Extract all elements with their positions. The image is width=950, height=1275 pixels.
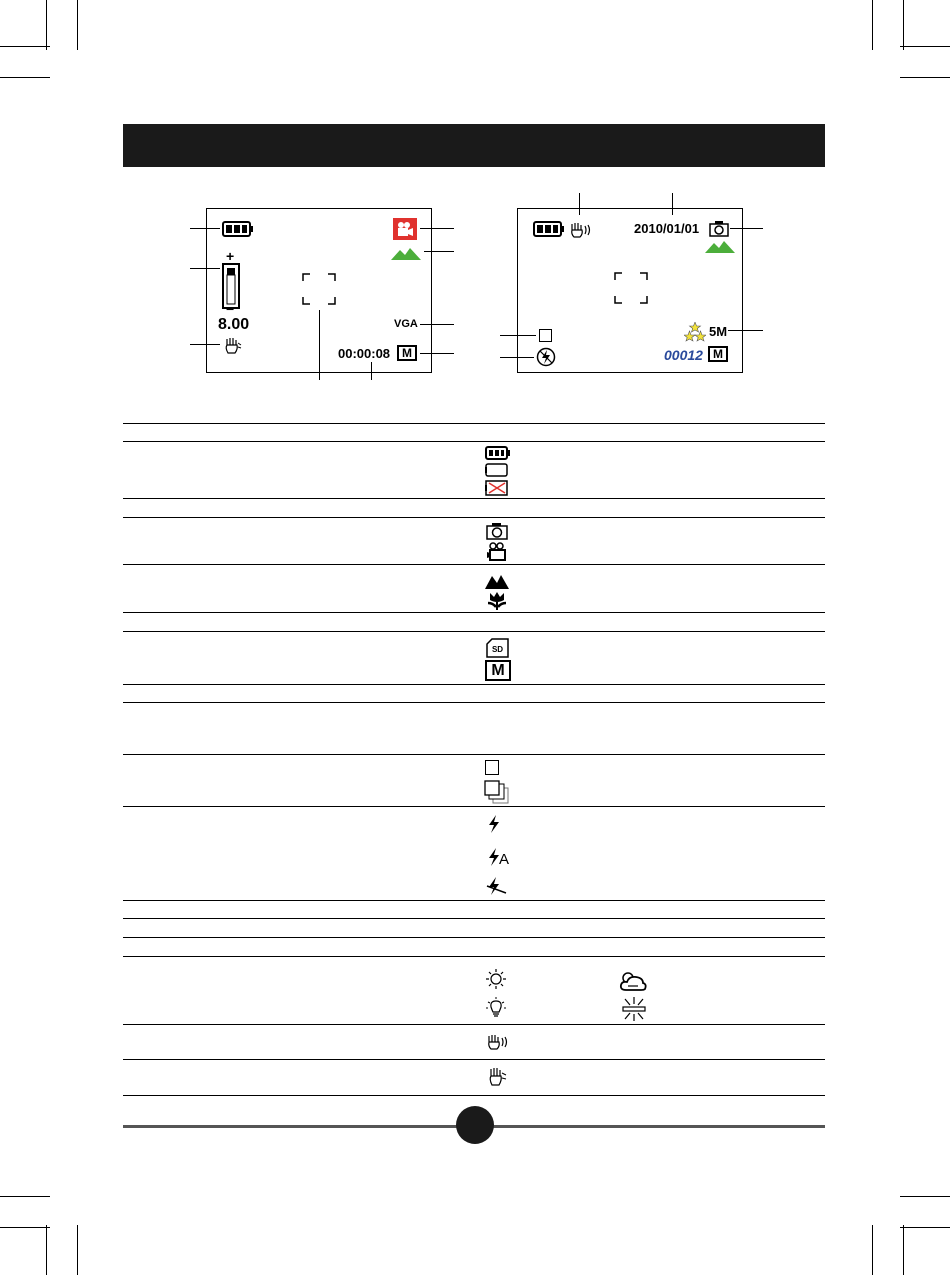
table-rule bbox=[123, 684, 825, 685]
table-rule bbox=[123, 937, 825, 938]
flash-on-icon bbox=[486, 814, 502, 834]
leader-line bbox=[420, 353, 454, 354]
video-timer: 00:00:08 bbox=[338, 346, 391, 361]
crop-mark bbox=[900, 77, 950, 78]
camera-icon bbox=[486, 522, 508, 540]
sd-card-label: SD bbox=[491, 645, 504, 654]
table-rule bbox=[123, 612, 825, 613]
table-rule bbox=[123, 754, 825, 755]
page-number-badge bbox=[456, 1106, 494, 1144]
battery-full-icon bbox=[222, 221, 254, 237]
landscape-icon bbox=[391, 247, 421, 261]
video-camera-icon bbox=[486, 542, 508, 562]
leader-line bbox=[420, 324, 454, 325]
table-rule bbox=[123, 631, 825, 632]
shots-remaining: 00012 bbox=[664, 347, 703, 363]
crop-mark bbox=[872, 1225, 873, 1275]
table-rule bbox=[123, 1095, 825, 1096]
zoom-plus-label: + bbox=[226, 248, 235, 264]
hand-shake-warning-icon bbox=[222, 336, 242, 356]
focus-frame bbox=[614, 272, 648, 304]
leader-line bbox=[420, 228, 454, 229]
crop-mark bbox=[46, 1225, 47, 1275]
video-resolution: VGA bbox=[394, 318, 418, 330]
battery-empty-icon bbox=[485, 463, 511, 477]
crop-mark bbox=[0, 1227, 50, 1228]
landscape-icon bbox=[485, 574, 509, 590]
crop-mark bbox=[900, 46, 950, 47]
focus-frame bbox=[302, 273, 336, 305]
flash-off-icon bbox=[486, 876, 508, 896]
crop-mark bbox=[0, 46, 50, 47]
crop-mark bbox=[46, 0, 47, 50]
leader-line bbox=[730, 228, 763, 229]
leader-line bbox=[424, 251, 454, 252]
table-rule bbox=[123, 423, 825, 424]
internal-memory-icon: M bbox=[485, 660, 511, 681]
zoom-minus-label: − bbox=[226, 301, 235, 317]
crop-mark bbox=[872, 0, 873, 50]
table-rule bbox=[123, 806, 825, 807]
table-rule bbox=[123, 1059, 825, 1060]
table-rule bbox=[123, 498, 825, 499]
leader-line bbox=[371, 362, 372, 380]
single-shot-icon bbox=[485, 760, 499, 775]
section-header-bar bbox=[123, 124, 825, 167]
hand-shake-warning-icon bbox=[486, 1066, 508, 1088]
leader-line bbox=[190, 268, 220, 269]
fluorescent-icon bbox=[621, 996, 647, 1022]
sd-card-icon bbox=[486, 638, 510, 658]
table-rule bbox=[123, 564, 825, 565]
quality-stars-icon bbox=[684, 322, 706, 342]
table-rule bbox=[123, 900, 825, 901]
photo-resolution: 5M bbox=[709, 324, 728, 339]
crop-mark bbox=[0, 1196, 50, 1197]
crop-mark bbox=[900, 1196, 950, 1197]
leader-line bbox=[319, 310, 320, 380]
leader-line bbox=[500, 357, 534, 358]
table-rule bbox=[123, 956, 825, 957]
memory-badge: M bbox=[708, 346, 728, 362]
flash-off-icon bbox=[536, 347, 556, 367]
landscape-icon bbox=[705, 240, 735, 254]
single-shot-icon bbox=[539, 329, 552, 342]
macro-icon bbox=[486, 591, 508, 611]
crop-mark bbox=[903, 0, 904, 50]
battery-exhausted-icon bbox=[485, 480, 511, 496]
table-rule bbox=[123, 441, 825, 442]
battery-full-icon bbox=[485, 446, 511, 460]
anti-shake-icon bbox=[485, 1033, 511, 1051]
table-rule bbox=[123, 1024, 825, 1025]
leader-line bbox=[500, 335, 536, 336]
crop-mark bbox=[900, 1227, 950, 1228]
memory-badge: M bbox=[397, 345, 417, 361]
tungsten-icon bbox=[485, 997, 507, 1021]
cloudy-icon bbox=[618, 970, 648, 992]
photo-date: 2010/01/01 bbox=[634, 221, 700, 236]
table-rule bbox=[123, 918, 825, 919]
sunny-icon bbox=[485, 968, 507, 990]
leader-line bbox=[579, 193, 580, 215]
flash-auto-label: A bbox=[499, 851, 510, 868]
video-camera-icon bbox=[393, 218, 417, 240]
battery-full-icon bbox=[533, 221, 565, 237]
anti-shake-icon bbox=[568, 221, 592, 239]
camera-icon bbox=[709, 220, 729, 237]
crop-mark bbox=[0, 77, 50, 78]
burst-icon bbox=[484, 780, 510, 804]
table-rule bbox=[123, 702, 825, 703]
leader-line bbox=[190, 228, 220, 229]
leader-line bbox=[728, 330, 763, 331]
table-rule bbox=[123, 517, 825, 518]
zoom-value: 8.00 bbox=[218, 316, 250, 333]
crop-mark bbox=[77, 0, 78, 50]
leader-line bbox=[190, 344, 220, 345]
crop-mark bbox=[77, 1225, 78, 1275]
crop-mark bbox=[903, 1225, 904, 1275]
leader-line bbox=[672, 193, 673, 215]
